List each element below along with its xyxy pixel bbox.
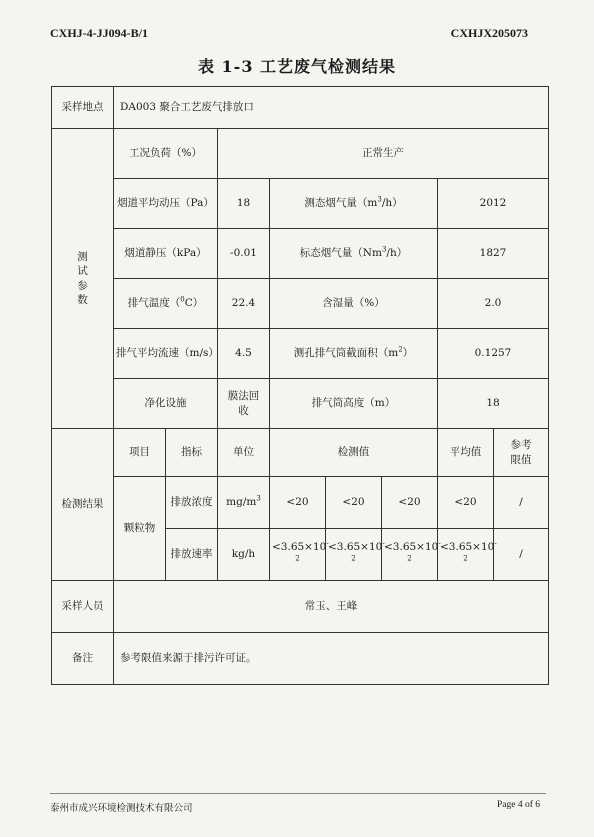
- temperature-label-post: C）: [184, 297, 204, 310]
- col-average-header: 平均值: [438, 429, 494, 477]
- std-flow-value: 1827: [438, 229, 549, 279]
- sampling-site-value: DA003 聚合工艺废气排放口: [114, 87, 549, 129]
- rate-value-3-exp: -2: [407, 539, 441, 562]
- humidity-value: 2.0: [438, 279, 549, 329]
- stack-height-value: 18: [438, 379, 549, 429]
- cross-section-sup: 2: [398, 345, 403, 354]
- concentration-limit: /: [494, 477, 549, 529]
- concentration-value-1: <20: [270, 477, 326, 529]
- cross-section-label: [270, 329, 438, 379]
- stack-height-label: 排气筒高度（m）: [270, 379, 438, 429]
- pollutant-name: 颗粒物: [114, 477, 166, 581]
- concentration-value-2: <20: [326, 477, 382, 529]
- cross-section-label-pre: 测孔排气筒截面积（m: [293, 347, 399, 360]
- load-label: 工况负荷（%）: [114, 129, 218, 179]
- rate-value-2: [326, 529, 385, 581]
- temperature-sup: 0: [180, 295, 185, 304]
- col-item-header: 项目: [114, 429, 166, 477]
- report-number: CXHJX205073: [450, 26, 528, 40]
- treatment-value-text: 膜法回收: [227, 390, 260, 417]
- static-pressure-label: 烟道静压（kPa）: [114, 229, 218, 279]
- rate-indicator: 排放速率: [166, 529, 218, 581]
- cross-section-value: 0.1257: [438, 329, 549, 379]
- rate-value-2-base: <3.65×10: [328, 541, 383, 554]
- col-measured-header: 检测值: [270, 429, 438, 477]
- load-value: 正常生产: [218, 129, 549, 179]
- col-unit-header: 单位: [218, 429, 270, 477]
- samplers-label: 采样人员: [52, 581, 114, 633]
- param-row-dynamic-pressure: [52, 179, 549, 229]
- concentration-value-3: <20: [382, 477, 438, 529]
- treatment-value: [218, 379, 270, 429]
- rate-value-1: [270, 529, 329, 581]
- param-row-load: [52, 129, 549, 179]
- treatment-label: 净化设施: [114, 379, 218, 429]
- samplers-row: [52, 581, 549, 633]
- temperature-label-pre: 排气温度（: [127, 297, 181, 310]
- document-code: CXHJ-4-JJ094-B/1: [50, 26, 148, 40]
- rate-value-2-exp: -2: [351, 539, 385, 562]
- samplers-value: 常玉、王峰: [114, 581, 549, 633]
- results-group-label: 检测结果: [52, 429, 114, 581]
- measured-flow-value: 2012: [438, 179, 549, 229]
- param-row-treatment: [52, 379, 549, 429]
- col-limit-header: [494, 429, 549, 477]
- cross-section-label-post: ）: [402, 347, 414, 360]
- rate-limit: /: [494, 529, 549, 581]
- param-row-temperature: [52, 279, 549, 329]
- rate-value-3-base: <3.65×10: [384, 541, 439, 554]
- remarks-value: 参考限值来源于排污许可证。: [114, 633, 549, 685]
- remarks-label: 备注: [52, 633, 114, 685]
- concentration-indicator: 排放浓度: [166, 477, 218, 529]
- measured-flow-unit-sup: 3: [377, 195, 382, 204]
- concentration-unit-sup: 3: [256, 494, 261, 503]
- concentration-unit-pre: mg/m: [226, 496, 257, 509]
- rate-value-1-base: <3.65×10: [272, 541, 327, 554]
- velocity-value: 4.5: [218, 329, 270, 379]
- rate-unit: kg/h: [218, 529, 270, 581]
- table-title: 表 1-3 工艺废气检测结果: [197, 57, 397, 76]
- measured-flow-label-post: /h）: [381, 197, 403, 210]
- velocity-label: 排气平均流速（m/s）: [114, 329, 218, 379]
- std-flow-label-pre: 标态烟气量（Nm: [299, 247, 382, 260]
- results-table: [51, 86, 549, 685]
- sampling-site-label: 采样地点: [52, 87, 114, 129]
- col-limit-header-text: 参考限值: [510, 439, 532, 466]
- temperature-label: [114, 279, 218, 329]
- std-flow-label: [270, 229, 438, 279]
- footer-divider: [50, 793, 546, 794]
- static-pressure-value: -0.01: [218, 229, 270, 279]
- rate-average: [438, 529, 497, 581]
- remarks-row: [52, 633, 549, 685]
- results-header-row: [52, 429, 549, 477]
- results-row-concentration: [52, 477, 549, 529]
- dynamic-pressure-value: 18: [218, 179, 270, 229]
- test-params-label: [52, 129, 114, 429]
- test-params-label-text: 测试参数: [77, 251, 88, 306]
- sampling-site-row: [52, 87, 549, 129]
- rate-value-3: [382, 529, 441, 581]
- std-flow-unit-sup: 3: [381, 245, 387, 254]
- temperature-value: 22.4: [218, 279, 270, 329]
- rate-average-base: <3.65×10: [440, 541, 495, 554]
- col-indicator-header: 指标: [166, 429, 218, 477]
- rate-average-exp: -2: [463, 539, 497, 562]
- concentration-average: <20: [438, 477, 494, 529]
- humidity-label: 含湿量（%）: [270, 279, 438, 329]
- concentration-unit: [218, 477, 270, 529]
- rate-value-1-exp: -2: [295, 539, 329, 562]
- company-name: 泰州市成兴环境检测技术有限公司: [50, 803, 193, 814]
- measured-flow-label-pre: 测态烟气量（m: [304, 197, 378, 210]
- param-row-static-pressure: [52, 229, 549, 279]
- dynamic-pressure-label: 烟道平均动压（Pa）: [114, 179, 218, 229]
- measured-flow-label: [270, 179, 438, 229]
- param-row-velocity: [52, 329, 549, 379]
- std-flow-label-post: /h）: [386, 247, 408, 260]
- page-number: Page 4 of 6: [496, 800, 540, 810]
